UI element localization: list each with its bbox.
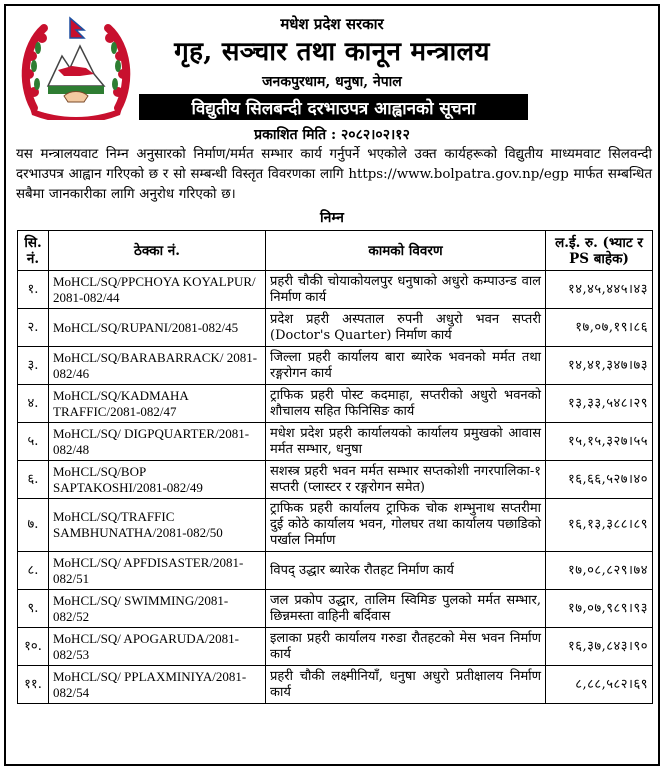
- row-sn: ६.: [18, 461, 49, 499]
- table-row: [18, 385, 653, 423]
- row-work-description: सशस्त्र प्रहरी भवन मर्मत सम्भार सप्तकोशी नगरपालिका-१ सप्तरी (प्लास्टर र रङ्गरोगन समेत): [266, 461, 546, 499]
- row-work-description: प्रहरी चौकी लक्ष्मीनियाँ, धनुषा अधुरो प्रतीक्षालय निर्माण कार्य: [266, 666, 546, 704]
- row-sn: ७.: [18, 499, 49, 552]
- row-estimate-amount: १७,०७,९८९।९३: [546, 590, 653, 628]
- row-contract-no: MoHCL/SQ/ PPLAXMINIYA/2081-082/54: [49, 666, 266, 704]
- row-estimate-amount: १७,०७,१९।८६: [546, 309, 653, 347]
- header-contract-no: ठेक्का नं.: [49, 231, 266, 271]
- table-row: [18, 271, 653, 309]
- notice-page: [4, 4, 660, 766]
- table-row: [18, 423, 653, 461]
- row-contract-no: MoHCL/SQ/ DIGPQUARTER/2081-082/48: [49, 423, 266, 461]
- row-work-description: मधेश प्रदेश प्रहरी कार्यालयको कार्यालय प्रमुखको आवास मर्मत सम्भार, धनुषा: [266, 423, 546, 461]
- notice-body-text: यस मन्त्रालयवाट निम्न अनुसारको निर्माण/मर्मत सम्भार कार्य गर्नुपर्ने भएकोले उक्त कार्यहरूको विद्युतीय माध्यमवाट सिलवन्दी दरभाउपत्र आह्वान गरिएको छ र सो सम्बन्धी विस्तृत विवरणका लागि https://www.bolpatra.gov.np/egp मार्फत सम्बन्धित सबैमा जानकारीका लागि अनुरोध गरिएको छ।: [16, 147, 652, 202]
- row-estimate-amount: १७,०८,८२९।७४: [546, 552, 653, 590]
- row-work-description: जिल्ला प्रहरी कार्यालय बारा ब्यारेक भवनको मर्मत तथा रङ्गरोगन कार्य: [266, 347, 546, 385]
- row-sn: ४.: [18, 385, 49, 423]
- row-contract-no: MoHCL/SQ/KADMAHA TRAFFIC/2081-082/47: [49, 385, 266, 423]
- row-work-description: प्रहरी चौकी चोयाकोयलपुर धनुषाको अधुरो कम्पाउन्ड वाल निर्माण कार्य: [266, 271, 546, 309]
- row-work-description: ट्राफिक प्रहरी कार्यालय ट्राफिक चोक शम्भुनाथ सप्तरीमा दुई कोठे कार्यालय भवन, गोलघर तथा कार्यालय पछाडिको पर्खाल निर्माण: [266, 499, 546, 552]
- row-sn: ८.: [18, 552, 49, 590]
- header-work-description: कामको विवरण: [266, 231, 546, 271]
- table-row: [18, 499, 653, 552]
- row-sn: १०.: [18, 628, 49, 666]
- notice-title-banner: विद्युतीय सिलबन्दी दरभाउपत्र आह्वानको सूचना: [139, 94, 528, 120]
- row-work-description: विपद् उद्धार ब्यारेक रौतहट निर्माण कार्य: [266, 552, 546, 590]
- row-estimate-amount: १६,३७,८४३।९०: [546, 628, 653, 666]
- subheading: निम्न: [320, 210, 344, 226]
- row-work-description: जल प्रकोप उद्धार, तालिम स्विमिङ पुलको मर्मत सम्भार, छिन्नमस्ता वाहिनी बर्दिवास: [266, 590, 546, 628]
- government-name: मधेश प्रदेश सरकार: [280, 15, 384, 33]
- row-sn: २.: [18, 309, 49, 347]
- row-sn: १.: [18, 271, 49, 309]
- row-contract-no: MoHCL/SQ/BOP SAPTAKOSHI/2081-082/49: [49, 461, 266, 499]
- row-sn: ५.: [18, 423, 49, 461]
- row-contract-no: MoHCL/SQ/ SWIMMING/2081-082/52: [49, 590, 266, 628]
- row-estimate-amount: १५,१५,३२७।५५: [546, 423, 653, 461]
- table-row: [18, 628, 653, 666]
- table-row: [18, 347, 653, 385]
- row-contract-no: MoHCL/SQ/RUPANI/2081-082/45: [49, 309, 266, 347]
- published-date: प्रकाशित मिति : २०८२।०२।१२: [254, 127, 410, 143]
- row-contract-no: MoHCL/SQ/BARABARRACK/ 2081-082/46: [49, 347, 266, 385]
- row-estimate-amount: १६,१३,३८८।८९: [546, 499, 653, 552]
- header-sn: सि. नं.: [18, 231, 49, 271]
- office-location: जनकपुरधाम, धनुषा, नेपाल: [262, 74, 402, 90]
- ministry-name: गृह, सञ्चार तथा कानून मन्त्रालय: [174, 37, 490, 67]
- table-header-row: [18, 231, 653, 271]
- row-contract-no: MoHCL/SQ/PPCHOYA KOYALPUR/ 2081-082/44: [49, 271, 266, 309]
- table-row: [18, 666, 653, 704]
- row-work-description: ट्राफिक प्रहरी पोस्ट कदमाहा, सप्तरीको अधुरो भवनको शौचालय सहित फिनिसिङ कार्य: [266, 385, 546, 423]
- row-sn: ३.: [18, 347, 49, 385]
- row-contract-no: MoHCL/SQ/ APFDISASTER/2081-082/51: [49, 552, 266, 590]
- row-estimate-amount: १४,४१,३४७।७३: [546, 347, 653, 385]
- row-sn: ११.: [18, 666, 49, 704]
- table-row: [18, 309, 653, 347]
- table-row: [18, 590, 653, 628]
- row-work-description: इलाका प्रहरी कार्यालय गरुडा रौतहटको मेस भवन निर्माण कार्य: [266, 628, 546, 666]
- row-contract-no: MoHCL/SQ/TRAFFIC SAMBHUNATHA/2081-082/50: [49, 499, 266, 552]
- row-work-description: प्रदेश प्रहरी अस्पताल रुपनी अधुरो भवन सप्तरी (Doctor's Quarter) निर्माण कार्य: [266, 309, 546, 347]
- row-estimate-amount: १६,६६,५२७।४०: [546, 461, 653, 499]
- row-contract-no: MoHCL/SQ/ APOGARUDA/2081-082/53: [49, 628, 266, 666]
- row-estimate-amount: १३,३३,५४८।२९: [546, 385, 653, 423]
- contract-table: [17, 230, 653, 704]
- table-row: [18, 552, 653, 590]
- table-row: [18, 461, 653, 499]
- row-estimate-amount: १४,४५,४४५।४३: [546, 271, 653, 309]
- header-estimate-amount: ल.ई. रु. (भ्याट र PS बाहेक): [546, 231, 653, 271]
- row-sn: ९.: [18, 590, 49, 628]
- row-estimate-amount: ८,८८,५८२।६९: [546, 666, 653, 704]
